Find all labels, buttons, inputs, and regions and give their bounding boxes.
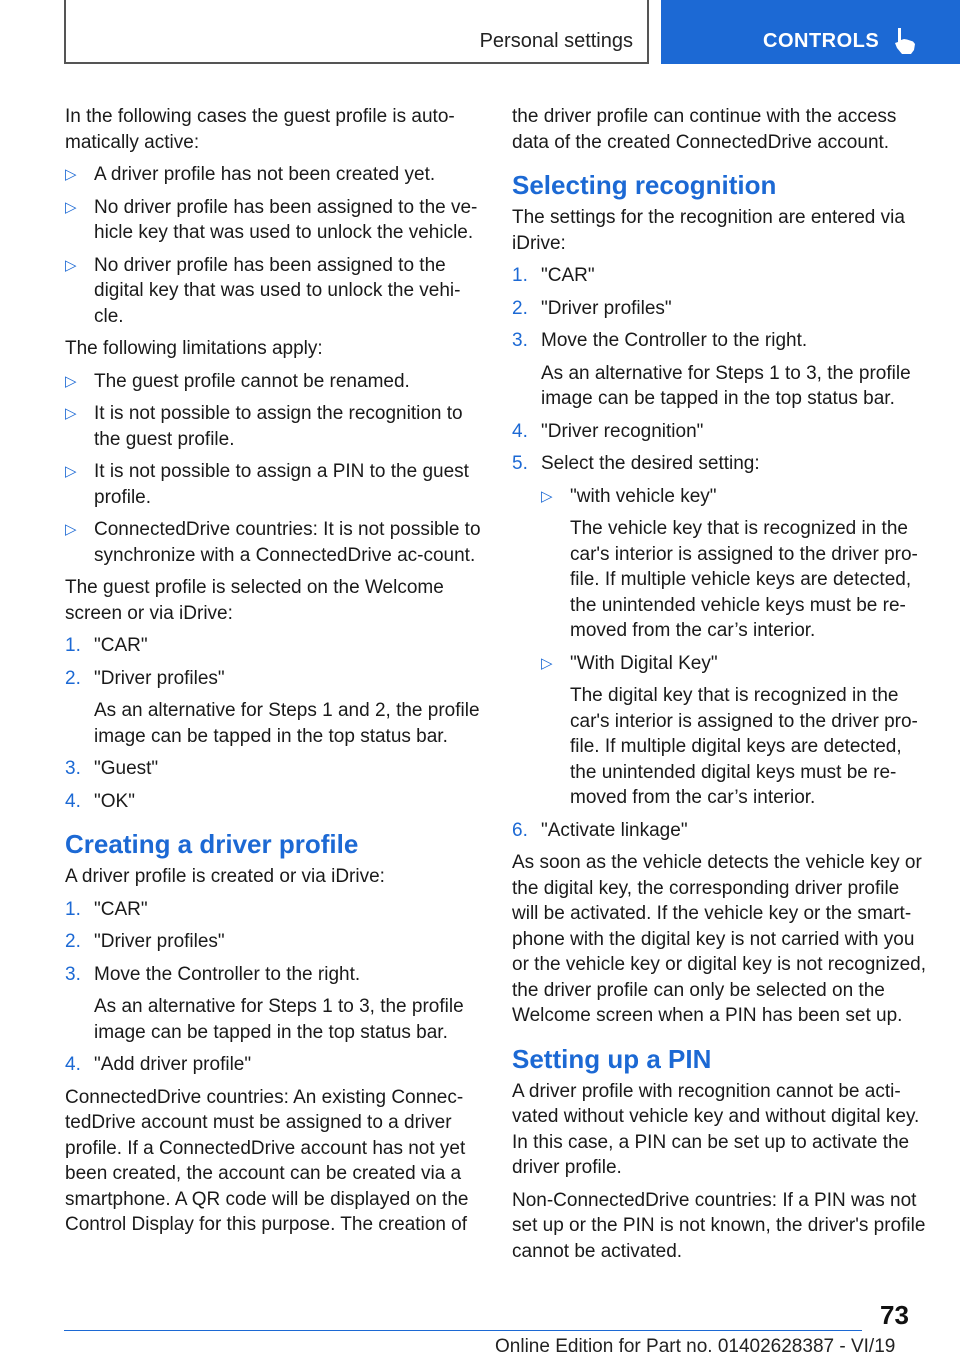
paragraph: The following limitations apply: (65, 338, 323, 359)
hand-pointer-icon (893, 26, 919, 56)
header-section-box (64, 0, 649, 64)
step-item: 2. "Driver profiles" As an alternative for Steps 1 and 2, the profile image can be tapped in the top status bar. (65, 666, 481, 750)
step-note: As an alternative for Steps 1 and 2, the profile image can be tapped in the top status bar. (94, 700, 480, 747)
paragraph: the driver profile can continue with the access data of the created ConnectedDrive account. (512, 106, 897, 153)
paragraph: A driver profile with recognition cannot be acti-vated without vehicle key and without digital key. In this case, a PIN can be set up to activate the driver profile. (512, 1080, 920, 1178)
bullet-triangle-icon: ▷ (541, 654, 553, 672)
step-item: 3. "Guest" (65, 758, 159, 779)
step-item: 6. "Activate linkage" (512, 819, 688, 841)
right-column (512, 104, 928, 1271)
step-note: As an alternative for Steps 1 to 3, the profile image can be tapped in the top status bar. (94, 996, 464, 1043)
bullet-triangle-icon: ▷ (65, 256, 77, 274)
paragraph: The guest profile is selected on the Welcome screen or via iDrive: (65, 577, 444, 624)
footer-edition: Online Edition for Part no. 01402628387 - VI/19 (495, 1336, 896, 1357)
bullet-triangle-icon: ▷ (541, 487, 553, 505)
step-item: 3. Move the Controller to the right. As an alternative for Steps 1 to 3, the profile image can be tapped in the top status bar. (512, 328, 928, 412)
step-item: 3. Move the Controller to the right. As an alternative for Steps 1 to 3, the profile image can be tapped in the top status bar. (65, 962, 481, 1046)
paragraph: A driver profile is created or via iDrive: (65, 866, 385, 887)
step-item: 4. "OK" (65, 790, 135, 812)
bullet-triangle-icon: ▷ (65, 521, 77, 538)
option-description: The vehicle key that is recognized in the car's interior is assigned to the driver pro-file. If multiple vehicle keys are detected, the unintended vehicle keys must be re-moved from the car’s interior. (570, 518, 918, 641)
step-item: 1. "CAR" (65, 898, 148, 920)
header-chapter-box (661, 0, 960, 64)
create-profile-steps-list (65, 897, 481, 1078)
list-item: ▷ It is not possible to assign the recognition to the guest profile. (65, 403, 463, 450)
section-heading: Selecting recognition (512, 170, 777, 200)
step-note: As an alternative for Steps 1 to 3, the profile image can be tapped in the top status bar. (541, 362, 911, 409)
paragraph: The settings for the recognition are entered via iDrive: (512, 207, 905, 254)
list-item: ▷ A driver profile has not been created yet. (65, 162, 481, 188)
footer-divider (64, 1330, 862, 1331)
paragraph: In the following cases the guest profile is auto-matically active: (65, 106, 455, 153)
list-item: ▷ "With Digital Key" The digital key that is recognized in the car's interior is assigned to the driver pro-file. If multiple digital keys are detected, the unintended digital keys must be re-moved from the car’s interior. (541, 651, 928, 811)
step-item: 1. "CAR" (65, 635, 148, 656)
bullet-triangle-icon: ▷ (65, 198, 77, 216)
paragraph: ConnectedDrive countries: An existing Connec-tedDrive account must be assigned to a driver profile. If a ConnectedDrive account has not yet been created, the account can be created via a smartphone. A QR code will be displayed on the Control Display for this purpose. The creation of (65, 1086, 469, 1235)
list-item: ▷ No driver profile has been assigned to the ve-hicle key that was used to unlock the vehicle. (65, 196, 478, 243)
list-item: ▷ No driver profile has been assigned to the digital key that was used to unlock the vehi-cle. (65, 254, 461, 327)
bullet-triangle-icon: ▷ (65, 463, 77, 480)
list-item: ▷ ConnectedDrive countries: It is not possible to synchronize with a ConnectedDrive ac-count. (65, 519, 481, 566)
setting-options-list (541, 484, 928, 811)
paragraph: As soon as the vehicle detects the vehicle key or the digital key, the corresponding driver profile will be activated. If the vehicle key or the smart-phone with the digital key is not carried with you or the vehicle key or digital key is not recognized, the driver profile can only be selected on the Welcome screen when a PIN has been set up. (512, 852, 926, 1026)
step-item: 4. "Driver recognition" (512, 420, 704, 442)
paragraph: Non-ConnectedDrive countries: If a PIN was not set up or the PIN is not known, the driver's profile cannot be activated. (512, 1189, 926, 1262)
guest-steps-list (65, 633, 481, 814)
recognition-steps-list (512, 263, 928, 843)
page-number: 73 (880, 1300, 909, 1330)
list-item: ▷ It is not possible to assign a PIN to the guest profile. (65, 461, 469, 508)
step-item: 2. "Driver profiles" (512, 297, 672, 319)
list-item: ▷ The guest profile cannot be renamed. (65, 369, 481, 395)
step-item: 5. Select the desired setting: ▷ "with vehicle key" The vehicle key that is recognized in the car's interior is assigned to the driver pro-file. If multiple vehicle keys are detected, the unintended vehicle keys must be re-moved from the car’s interior. ▷ "With Digital Key" The digital key that is recognized in the car's interior is assigned to the driver pro-file. If multiple digital keys are detected, the unintended digital keys must be re-moved from the car’s interior. (512, 451, 928, 811)
section-heading: Setting up a PIN (512, 1043, 712, 1074)
option-description: The digital key that is recognized in the car's interior is assigned to the driver pro-file. If multiple digital keys are detected, the unintended digital keys must be re-moved from the car’s interior. (570, 685, 918, 808)
bullet-triangle-icon: ▷ (65, 166, 77, 183)
header-chapter-title: CONTROLS (763, 30, 880, 52)
step-item: 2. "Driver profiles" (65, 931, 225, 952)
bullet-triangle-icon: ▷ (65, 405, 77, 422)
step-item: 4. "Add driver profile" (65, 1054, 252, 1075)
guest-cases-list (65, 162, 481, 329)
limitations-list (65, 369, 481, 569)
header-section-title: Personal settings (479, 30, 633, 52)
step-item: 1. "CAR" (512, 265, 595, 286)
left-column (65, 104, 481, 1245)
section-heading: Creating a driver profile (65, 829, 359, 859)
bullet-triangle-icon: ▷ (65, 372, 77, 390)
list-item: ▷ "with vehicle key" The vehicle key that is recognized in the car's interior is assigned to the driver pro-file. If multiple vehicle keys are detected, the unintended vehicle keys must be re-moved from the car’s interior. (541, 484, 928, 644)
